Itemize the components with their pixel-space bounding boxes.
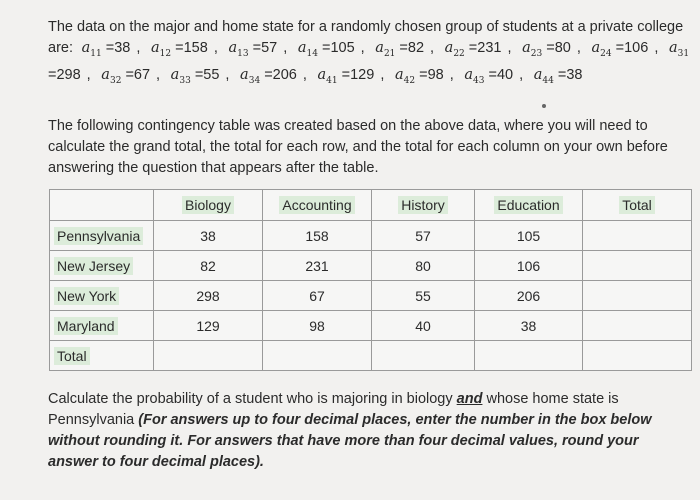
data-items: $a_{11} =38$ , $a_{12} =158$ , $a_{13} =57$ , $a_{14} =105$ , $a_{21} =82$ , $a_{22} =231$ , $a_{23} =80$ , $a_{24} =106$ , $a_{31} =298$ , $a_{32} =67$ , $a_{33} =55$ , $a_{34} =206$ , $a_{41} =129$ , $a_{42} =98$ , $a_{43} =40$ , $a_{44} =38$: [48, 40, 690, 86]
question-part2: whose home state is Pennsylvania: [48, 391, 619, 428]
table-cell: 38: [475, 311, 583, 341]
row-header: New York: [50, 281, 154, 311]
question-note: (For answers up to four decimal places, enter the number in the box below without rounding it. For answers that have more than four decimal values, round your answer to four decimal places).: [48, 412, 652, 470]
row-header: Pennsylvania: [50, 221, 154, 251]
table-cell: [263, 341, 372, 371]
data-item: $a_{34} =206$: [235, 66, 297, 86]
table-cell: [583, 311, 692, 341]
contingency-table: [49, 189, 692, 371]
data-item: $a_{31} =298$: [48, 40, 690, 83]
data-item: $a_{13} =57$: [223, 40, 278, 59]
table-cell: 231: [263, 251, 372, 281]
table-cell: 67: [263, 281, 372, 311]
data-item: $a_{42} =98$: [390, 66, 444, 86]
table-row: [50, 221, 692, 251]
table-row: [50, 281, 692, 311]
data-item: $a_{11} =38$: [77, 40, 131, 59]
data-item: $a_{44} =38$: [529, 66, 583, 86]
table-cell: [154, 341, 263, 371]
data-description: [48, 17, 698, 92]
table-cell: 38: [154, 221, 263, 251]
data-item: $a_{41} =129$: [312, 66, 375, 86]
question-and: and: [456, 391, 483, 407]
table-cell: 105: [475, 221, 583, 251]
data-item: $a_{33} =55$: [166, 66, 220, 86]
data-item: $a_{12} =158$: [146, 40, 208, 59]
table-corner-cell: [50, 190, 154, 221]
question-part1: Calculate the probability of a student who is majoring in biology: [48, 391, 453, 407]
table-cell: 106: [475, 251, 583, 281]
data-item: $a_{24} =106$: [586, 40, 649, 59]
question-text: [48, 389, 658, 473]
data-item: $a_{14} =105$: [293, 40, 355, 59]
table-cell: 206: [475, 281, 583, 311]
table-cell: 55: [372, 281, 475, 311]
table-row: [50, 311, 692, 341]
table-instructions: The following contingency table was created based on the above data, where you will need to calculate the grand total, the total for each row, and the total for each column on your own before answering the question that appears after the table.: [48, 118, 668, 176]
table-cell: [583, 281, 692, 311]
row-header: Total: [50, 341, 154, 371]
column-header: Biology: [154, 190, 263, 221]
data-item: $a_{22} =231$: [440, 40, 502, 59]
table-cell: 40: [372, 311, 475, 341]
table-cell: 82: [154, 251, 263, 281]
table-cell: 158: [263, 221, 372, 251]
table-cell: [372, 341, 475, 371]
intro-text: The data on the major and home state for a randomly chosen group of students at a private college are:: [48, 19, 684, 56]
row-header: New Jersey: [50, 251, 154, 281]
column-header: History: [372, 190, 475, 221]
data-item: $a_{21} =82$: [370, 40, 425, 59]
table-cell: 98: [263, 311, 372, 341]
row-header: Maryland: [50, 311, 154, 341]
column-header: Accounting: [263, 190, 372, 221]
column-header: Education: [475, 190, 583, 221]
data-item: $a_{43} =40$: [459, 66, 514, 86]
table-cell: [583, 341, 692, 371]
table-row: [50, 251, 692, 281]
table-cell: 298: [154, 281, 263, 311]
table-cell: 80: [372, 251, 475, 281]
table-cell: [583, 221, 692, 251]
table-cell: [583, 251, 692, 281]
cursor-dot: [542, 104, 546, 108]
data-item: $a_{23} =80$: [517, 40, 571, 59]
table-cell: 129: [154, 311, 263, 341]
data-item: $a_{32} =67$: [96, 66, 151, 86]
column-header: Total: [583, 190, 692, 221]
table-cell: 57: [372, 221, 475, 251]
table-cell: [475, 341, 583, 371]
table-row: [50, 341, 692, 371]
